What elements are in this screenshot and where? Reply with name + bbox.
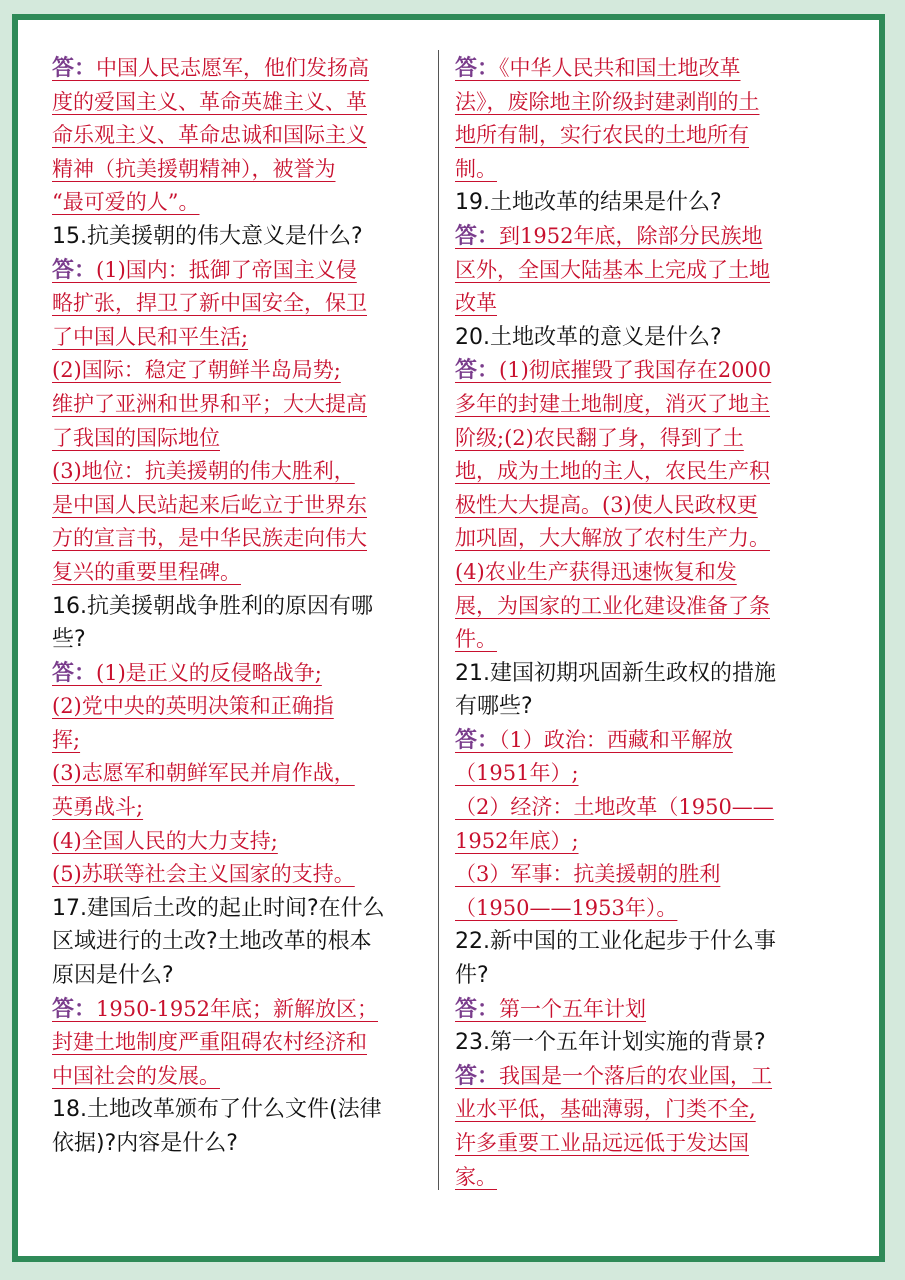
question-text: 依据)?内容是什么? <box>52 1131 238 1156</box>
answer-line <box>455 354 825 388</box>
answer-line <box>52 1060 422 1094</box>
answer-text <box>52 254 422 590</box>
answer-line-text: (2)党中央的英明决策和正确指 <box>52 694 334 719</box>
question-text: 15.抗美援朝的伟大意义是什么? <box>52 223 363 249</box>
answer-line-text: 略扩张，捍卫了新中国安全，保卫 <box>52 291 367 316</box>
answer-line-text: 了中国人民和平生活; <box>52 324 249 349</box>
answer-line-text: 法》，废除地主阶级封建剥削的土 <box>455 89 760 114</box>
answer-line-text: 极性大大提高。(3)使人民政权更 <box>455 492 758 517</box>
answer-text <box>52 657 422 892</box>
answer-line-text: 了我国的国际地位 <box>52 425 220 450</box>
answer-line <box>455 422 825 456</box>
answer-line <box>455 489 825 523</box>
answer-line <box>52 791 422 825</box>
answer-prefix: 答： <box>455 995 500 1022</box>
question-text: 17.建国后土改的起止时间?在什么 <box>52 895 385 921</box>
qa-item <box>52 590 422 892</box>
answer-line-text: 加巩固，大大解放了农村生产力。 <box>455 526 770 551</box>
answer-line <box>455 455 825 489</box>
answer-text <box>455 1060 825 1194</box>
answer-line <box>52 153 422 187</box>
question-text: 件? <box>455 963 489 989</box>
answer-line <box>455 254 825 288</box>
answer-line-text: (3)地位：抗美援朝的伟大胜利， <box>52 459 355 484</box>
answer-line-text: 到1952年底，除部分民族地 <box>499 223 763 248</box>
qa-item <box>455 186 825 320</box>
answer-line-text: （1950——1953年）。 <box>455 895 678 920</box>
answer-line <box>52 1026 422 1060</box>
answer-line-text: （1951年）; <box>455 761 579 786</box>
answer-line-text: (4)全国人民的大力支持; <box>52 828 278 853</box>
answer-line <box>455 623 825 657</box>
answer-line <box>52 858 422 892</box>
answer-line-text: 地所有制，实行农民的土地所有 <box>455 123 749 148</box>
answer-line-text: (2)国际：稳定了朝鲜半岛局势; <box>52 358 341 383</box>
qa-item <box>455 1026 825 1194</box>
answer-line-text: 区外，全国大陆基本上完成了土地 <box>455 257 770 282</box>
question-text: 区域进行的土改?土地改革的根本 <box>52 929 372 955</box>
answer-line <box>52 186 422 220</box>
answer-line <box>455 858 825 892</box>
answer-line <box>455 1127 825 1161</box>
answer-line <box>52 724 422 758</box>
answer-line-text: 业水平低，基础薄弱，门类不全, <box>455 1097 756 1122</box>
answer-line-text: 复兴的重要里程碑。 <box>52 559 241 584</box>
answer-text <box>455 52 825 186</box>
answer-prefix: 答： <box>52 256 97 283</box>
question-text: 20.土地改革的意义是什么? <box>455 324 722 350</box>
answer-prefix: 答： <box>455 55 500 81</box>
answer-line-text: 精神（抗美援朝精神），被誉为 <box>52 156 336 181</box>
answer-line-text: “最可爱的人”。 <box>52 190 200 215</box>
question-text: 原因是什么? <box>52 963 174 989</box>
answer-prefix: 答： <box>52 55 97 81</box>
qa-item <box>52 1093 422 1160</box>
answer-prefix: 答： <box>52 659 97 686</box>
question-text: 21.建国初期巩固新生政权的措施 <box>455 660 776 686</box>
answer-line-text: 改革 <box>455 291 497 316</box>
answer-line-text: 展，为国家的工业化建设准备了条 <box>455 593 770 618</box>
answer-line-text: 方的宣言书，是中华民族走向伟大 <box>52 526 367 551</box>
answer-line <box>455 1093 825 1127</box>
qa-item <box>455 657 825 926</box>
answer-line-text: 英勇战斗; <box>52 795 144 820</box>
answer-line-text: 中国社会的发展。 <box>52 1063 220 1088</box>
answer-line-text: 是中国人民站起来后屹立于世界东 <box>52 492 367 517</box>
answer-line-text: 地，成为土地的主人，农民生产积 <box>455 459 770 484</box>
answer-line <box>52 657 422 691</box>
qa-item <box>455 925 825 1026</box>
answer-line <box>455 52 825 86</box>
answer-line <box>455 724 825 758</box>
answer-line-text: 阶级;(2)农民翻了身，得到了土 <box>455 425 744 450</box>
answer-line-text: 制。 <box>455 156 497 181</box>
answer-text <box>455 724 825 926</box>
answer-line <box>455 590 825 624</box>
answer-line-text: (1)彻底摧毁了我国存在2000 <box>499 358 772 383</box>
answer-text <box>455 993 825 1027</box>
answer-line-text: 度的爱国主义、革命英雄主义、革 <box>52 89 367 114</box>
answer-line-text: (1)是正义的反侵略战争; <box>96 660 322 685</box>
answer-line-text: （1）政治：西藏和平解放 <box>499 727 733 752</box>
answer-line <box>455 791 825 825</box>
answer-prefix: 答： <box>455 357 500 384</box>
answer-line <box>455 86 825 120</box>
answer-line <box>455 153 825 187</box>
answer-line-text: 我国是一个落后的农业国，工 <box>499 1063 773 1088</box>
question-text: 16.抗美援朝战争胜利的原因有哪 <box>52 593 373 619</box>
answer-text <box>455 220 825 321</box>
answer-line-text: （3）军事：抗美援朝的胜利 <box>455 862 721 887</box>
answer-line <box>455 1161 825 1195</box>
answer-line <box>455 892 825 926</box>
answer-line <box>52 254 422 288</box>
question-text: 23.第一个五年计划实施的背景? <box>455 1030 766 1056</box>
question-text: 有哪些? <box>455 694 533 720</box>
answer-prefix: 答： <box>455 1062 500 1089</box>
answer-prefix: 答： <box>455 222 500 249</box>
answer-line-text: (5)苏联等社会主义国家的支持。 <box>52 862 355 887</box>
answer-line-text: (4)农业生产获得迅速恢复和发 <box>455 559 737 584</box>
answer-line <box>455 388 825 422</box>
answer-line <box>52 86 422 120</box>
qa-item <box>455 321 825 657</box>
answer-line <box>52 354 422 388</box>
answer-line <box>455 522 825 556</box>
answer-line <box>52 388 422 422</box>
answer-line <box>52 757 422 791</box>
qa-item <box>52 220 422 590</box>
answer-line <box>455 825 825 859</box>
answer-line <box>52 556 422 590</box>
answer-line <box>455 757 825 791</box>
answer-text <box>52 993 422 1094</box>
answer-line-text: 维护了亚洲和世界和平；大大提高 <box>52 391 367 416</box>
answer-line-text: 件。 <box>455 627 497 652</box>
answer-text <box>52 52 422 220</box>
answer-line <box>455 993 825 1027</box>
question-text: 22.新中国的工业化起步于什么事 <box>455 929 776 955</box>
left-column <box>52 52 422 1161</box>
question-text: 18.土地改革颁布了什么文件(法律 <box>52 1097 382 1123</box>
answer-line-text: 中国人民志愿军，他们发扬高 <box>96 56 370 80</box>
answer-line <box>52 321 422 355</box>
answer-line <box>52 993 422 1027</box>
answer-line <box>455 119 825 153</box>
question-text: 些? <box>52 627 86 653</box>
answer-line <box>52 287 422 321</box>
question-text: 19.土地改革的结果是什么? <box>455 190 722 216</box>
answer-prefix: 答： <box>52 995 97 1022</box>
answer-line <box>52 825 422 859</box>
qa-item <box>52 52 422 220</box>
answer-line <box>52 455 422 489</box>
answer-line-text: 命乐观主义、革命忠诚和国际主义 <box>52 123 367 148</box>
answer-line-text: 挥; <box>52 727 81 752</box>
answer-line-text: 封建土地制度严重阻碍农村经济和 <box>52 1030 367 1055</box>
right-column <box>455 52 825 1194</box>
answer-line <box>52 522 422 556</box>
answer-line <box>52 690 422 724</box>
answer-line-text: (3)志愿军和朝鲜军民并肩作战， <box>52 761 355 786</box>
answer-line-text: 1950-1952年底；新解放区； <box>96 996 378 1021</box>
answer-line-text: 1952年底）; <box>455 828 579 853</box>
answer-line <box>455 556 825 590</box>
answer-line-text: 《中华人民共和国土地改革 <box>499 56 741 80</box>
qa-item <box>455 52 825 186</box>
column-divider <box>438 50 439 1190</box>
answer-line <box>455 220 825 254</box>
answer-line-text: 第一个五年计划 <box>499 996 647 1021</box>
answer-line-text: (1)国内：抵御了帝国主义侵 <box>96 257 357 282</box>
answer-line <box>455 287 825 321</box>
answer-line <box>52 489 422 523</box>
answer-line-text: 许多重要工业品远远低于发达国 <box>455 1131 749 1155</box>
answer-line <box>52 119 422 153</box>
answer-line-text: 多年的封建土地制度，消灭了地主 <box>455 391 770 416</box>
answer-line <box>52 422 422 456</box>
answer-text <box>455 354 825 656</box>
qa-item <box>52 892 422 1094</box>
answer-line-text: （2）经济：土地改革（1950—— <box>455 795 774 820</box>
answer-line <box>52 52 422 86</box>
answer-prefix: 答： <box>455 726 500 753</box>
answer-line-text: 家。 <box>455 1164 497 1189</box>
answer-line <box>455 1060 825 1094</box>
